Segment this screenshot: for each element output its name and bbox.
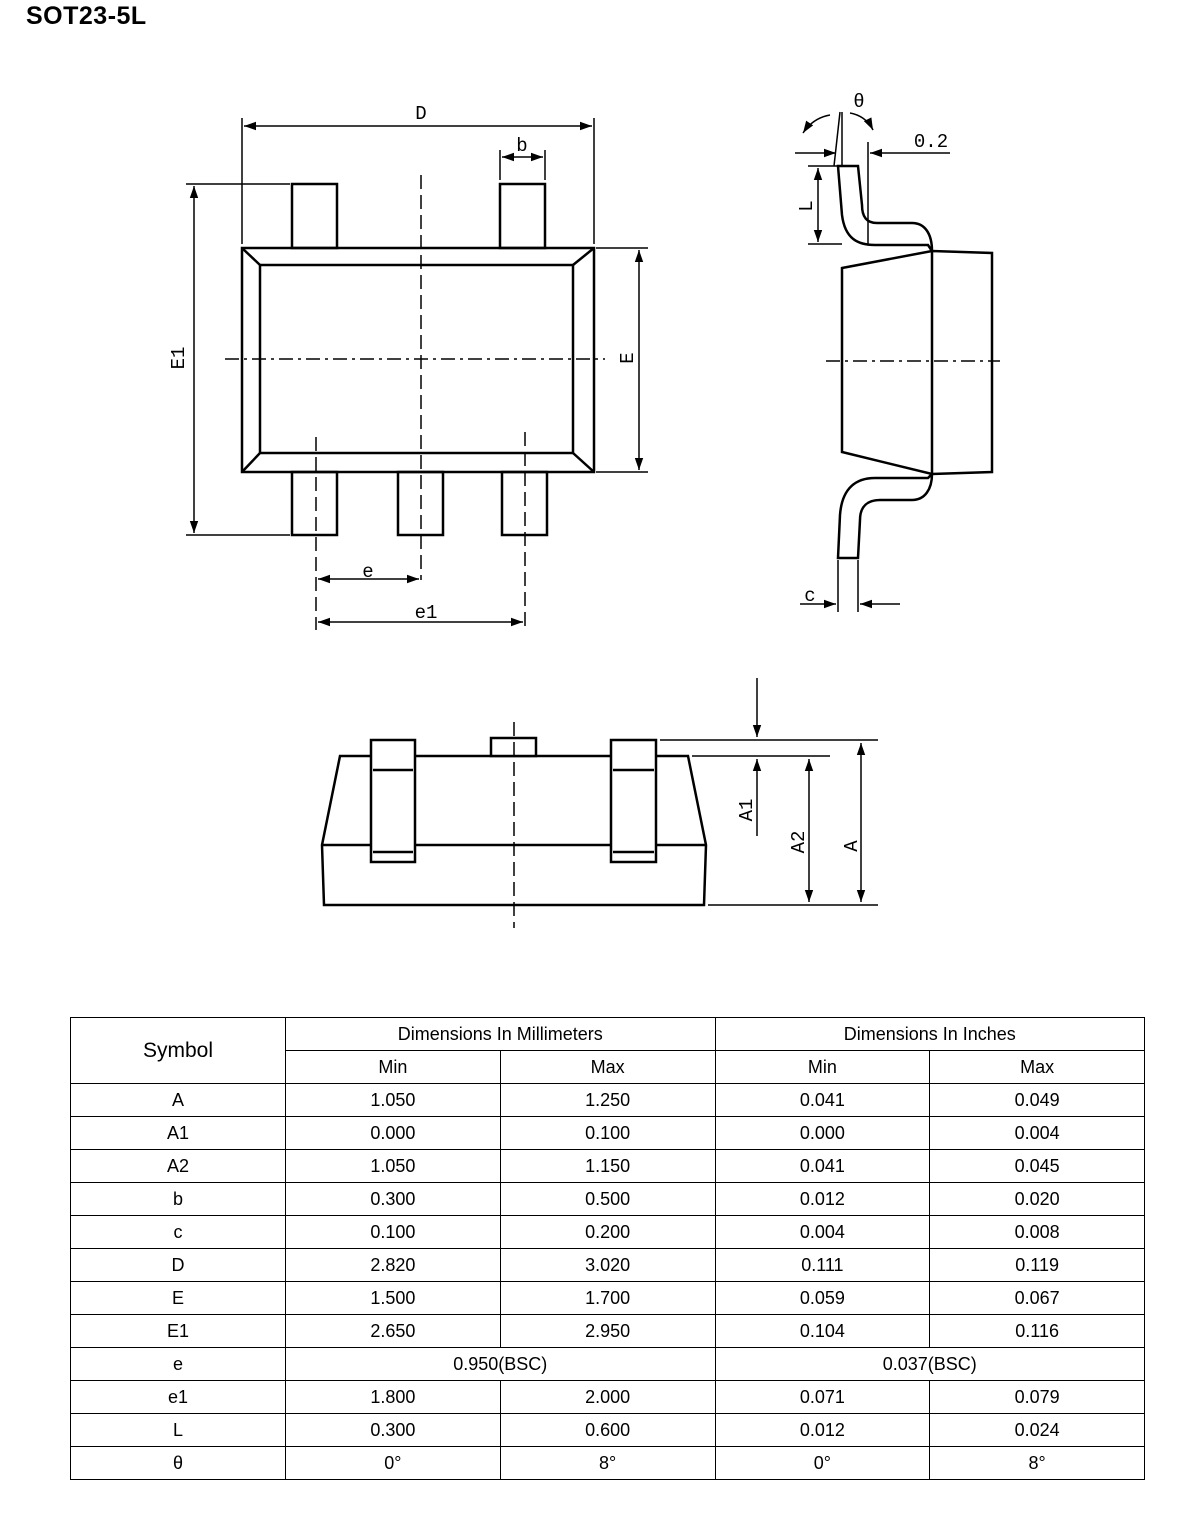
- symbol-cell: E: [71, 1282, 286, 1315]
- symbol-header: Symbol: [71, 1018, 286, 1084]
- symbol-cell: L: [71, 1414, 286, 1447]
- mm-min-cell: 1.050: [286, 1150, 501, 1183]
- table-row: [71, 1183, 1145, 1216]
- in-min-cell: 0.071: [715, 1381, 930, 1414]
- table-row: [71, 1084, 1145, 1117]
- label-e: e: [362, 561, 374, 583]
- label-E: E: [617, 352, 639, 364]
- mm-min-cell: 0.000: [286, 1117, 501, 1150]
- label-b: b: [516, 135, 528, 157]
- symbol-cell: e1: [71, 1381, 286, 1414]
- symbol-cell: A: [71, 1084, 286, 1117]
- in-max-cell: 0.116: [930, 1315, 1145, 1348]
- inch-header: Dimensions In Inches: [715, 1018, 1145, 1051]
- in-min-cell: 0.041: [715, 1084, 930, 1117]
- mm-max-cell: 1.250: [500, 1084, 715, 1117]
- side-view: [838, 166, 992, 558]
- in-max-cell: 0.079: [930, 1381, 1145, 1414]
- symbol-cell: b: [71, 1183, 286, 1216]
- top-lead-right: [500, 184, 545, 248]
- mm-max-cell: 2.950: [500, 1315, 715, 1348]
- symbol-cell: D: [71, 1249, 286, 1282]
- in-max-cell: 0.008: [930, 1216, 1145, 1249]
- mm-min-cell: 2.820: [286, 1249, 501, 1282]
- side-view-lines: [795, 112, 1000, 612]
- mm-min-cell: 1.800: [286, 1381, 501, 1414]
- table-row: [71, 1381, 1145, 1414]
- front-view-lines: [514, 678, 878, 928]
- mm-max-header: Max: [500, 1051, 715, 1084]
- in-max-cell: 0.045: [930, 1150, 1145, 1183]
- in-max-cell: 0.049: [930, 1084, 1145, 1117]
- table-row: [71, 1447, 1145, 1480]
- mm-max-cell: 0.200: [500, 1216, 715, 1249]
- mm-min-cell: 0.100: [286, 1216, 501, 1249]
- mm-min-cell: 0.300: [286, 1414, 501, 1447]
- mm-min-cell: 0.300: [286, 1183, 501, 1216]
- side-lead-upper: [838, 166, 932, 251]
- mm-max-cell: 1.150: [500, 1150, 715, 1183]
- table-row: [71, 1315, 1145, 1348]
- label-L: L: [796, 200, 818, 212]
- in-max-cell: 0.004: [930, 1117, 1145, 1150]
- front-lead-left: [371, 740, 415, 862]
- mm-max-cell: 3.020: [500, 1249, 715, 1282]
- in-min-cell: 0.000: [715, 1117, 930, 1150]
- label-theta: θ: [853, 91, 865, 113]
- in-min-cell: 0.059: [715, 1282, 930, 1315]
- in-min-cell: 0.012: [715, 1414, 930, 1447]
- label-gauge: 0.2: [913, 131, 949, 153]
- front-lead-right: [611, 740, 656, 862]
- side-lead-lower: [838, 474, 932, 558]
- in-min-header: Min: [715, 1051, 930, 1084]
- in-min-cell: 0.004: [715, 1216, 930, 1249]
- table-row: [71, 1249, 1145, 1282]
- label-E1: E1: [168, 346, 190, 370]
- in-bsc-cell: 0.037(BSC): [715, 1348, 1145, 1381]
- symbol-cell: A1: [71, 1117, 286, 1150]
- in-min-cell: 0.012: [715, 1183, 930, 1216]
- label-A2: A2: [788, 830, 810, 854]
- symbol-cell: A2: [71, 1150, 286, 1183]
- label-A: A: [841, 840, 863, 852]
- in-max-header: Max: [930, 1051, 1145, 1084]
- in-max-cell: 8°: [930, 1447, 1145, 1480]
- symbol-cell: θ: [71, 1447, 286, 1480]
- label-A1: A1: [736, 798, 758, 822]
- mm-min-header: Min: [286, 1051, 501, 1084]
- top-body-outer: [242, 248, 594, 472]
- table-row: [71, 1414, 1145, 1447]
- mm-max-cell: 0.100: [500, 1117, 715, 1150]
- in-min-cell: 0.041: [715, 1150, 930, 1183]
- top-lead-left: [292, 184, 337, 248]
- label-c: c: [804, 585, 816, 607]
- table-row: [71, 1150, 1145, 1183]
- mm-header: Dimensions In Millimeters: [286, 1018, 716, 1051]
- mm-max-cell: 0.500: [500, 1183, 715, 1216]
- mm-max-cell: 2.000: [500, 1381, 715, 1414]
- mm-max-cell: 1.700: [500, 1282, 715, 1315]
- mm-min-cell: 1.050: [286, 1084, 501, 1117]
- table-row: [71, 1216, 1145, 1249]
- symbol-cell: c: [71, 1216, 286, 1249]
- page-title: SOT23-5L: [26, 2, 147, 30]
- table-row: [71, 1282, 1145, 1315]
- in-min-cell: 0.104: [715, 1315, 930, 1348]
- table-body: [71, 1084, 1145, 1480]
- symbol-cell: E1: [71, 1315, 286, 1348]
- mm-min-cell: 1.500: [286, 1282, 501, 1315]
- top-view-dimensions: [186, 118, 648, 622]
- table-row: [71, 1117, 1145, 1150]
- side-body: [842, 251, 992, 474]
- label-D: D: [415, 103, 427, 125]
- table-row: [71, 1348, 1145, 1381]
- in-max-cell: 0.067: [930, 1282, 1145, 1315]
- in-max-cell: 0.119: [930, 1249, 1145, 1282]
- mm-min-cell: 0°: [286, 1447, 501, 1480]
- mm-bsc-cell: 0.950(BSC): [286, 1348, 716, 1381]
- mm-min-cell: 2.650: [286, 1315, 501, 1348]
- dimensions-table: [70, 1017, 1145, 1480]
- mm-max-cell: 0.600: [500, 1414, 715, 1447]
- symbol-cell: e: [71, 1348, 286, 1381]
- in-max-cell: 0.024: [930, 1414, 1145, 1447]
- in-max-cell: 0.020: [930, 1183, 1145, 1216]
- in-min-cell: 0°: [715, 1447, 930, 1480]
- in-min-cell: 0.111: [715, 1249, 930, 1282]
- top-view-centerlines: [225, 175, 605, 630]
- mm-max-cell: 8°: [500, 1447, 715, 1480]
- bottom-lead-1: [292, 472, 337, 535]
- label-e1: e1: [414, 602, 438, 624]
